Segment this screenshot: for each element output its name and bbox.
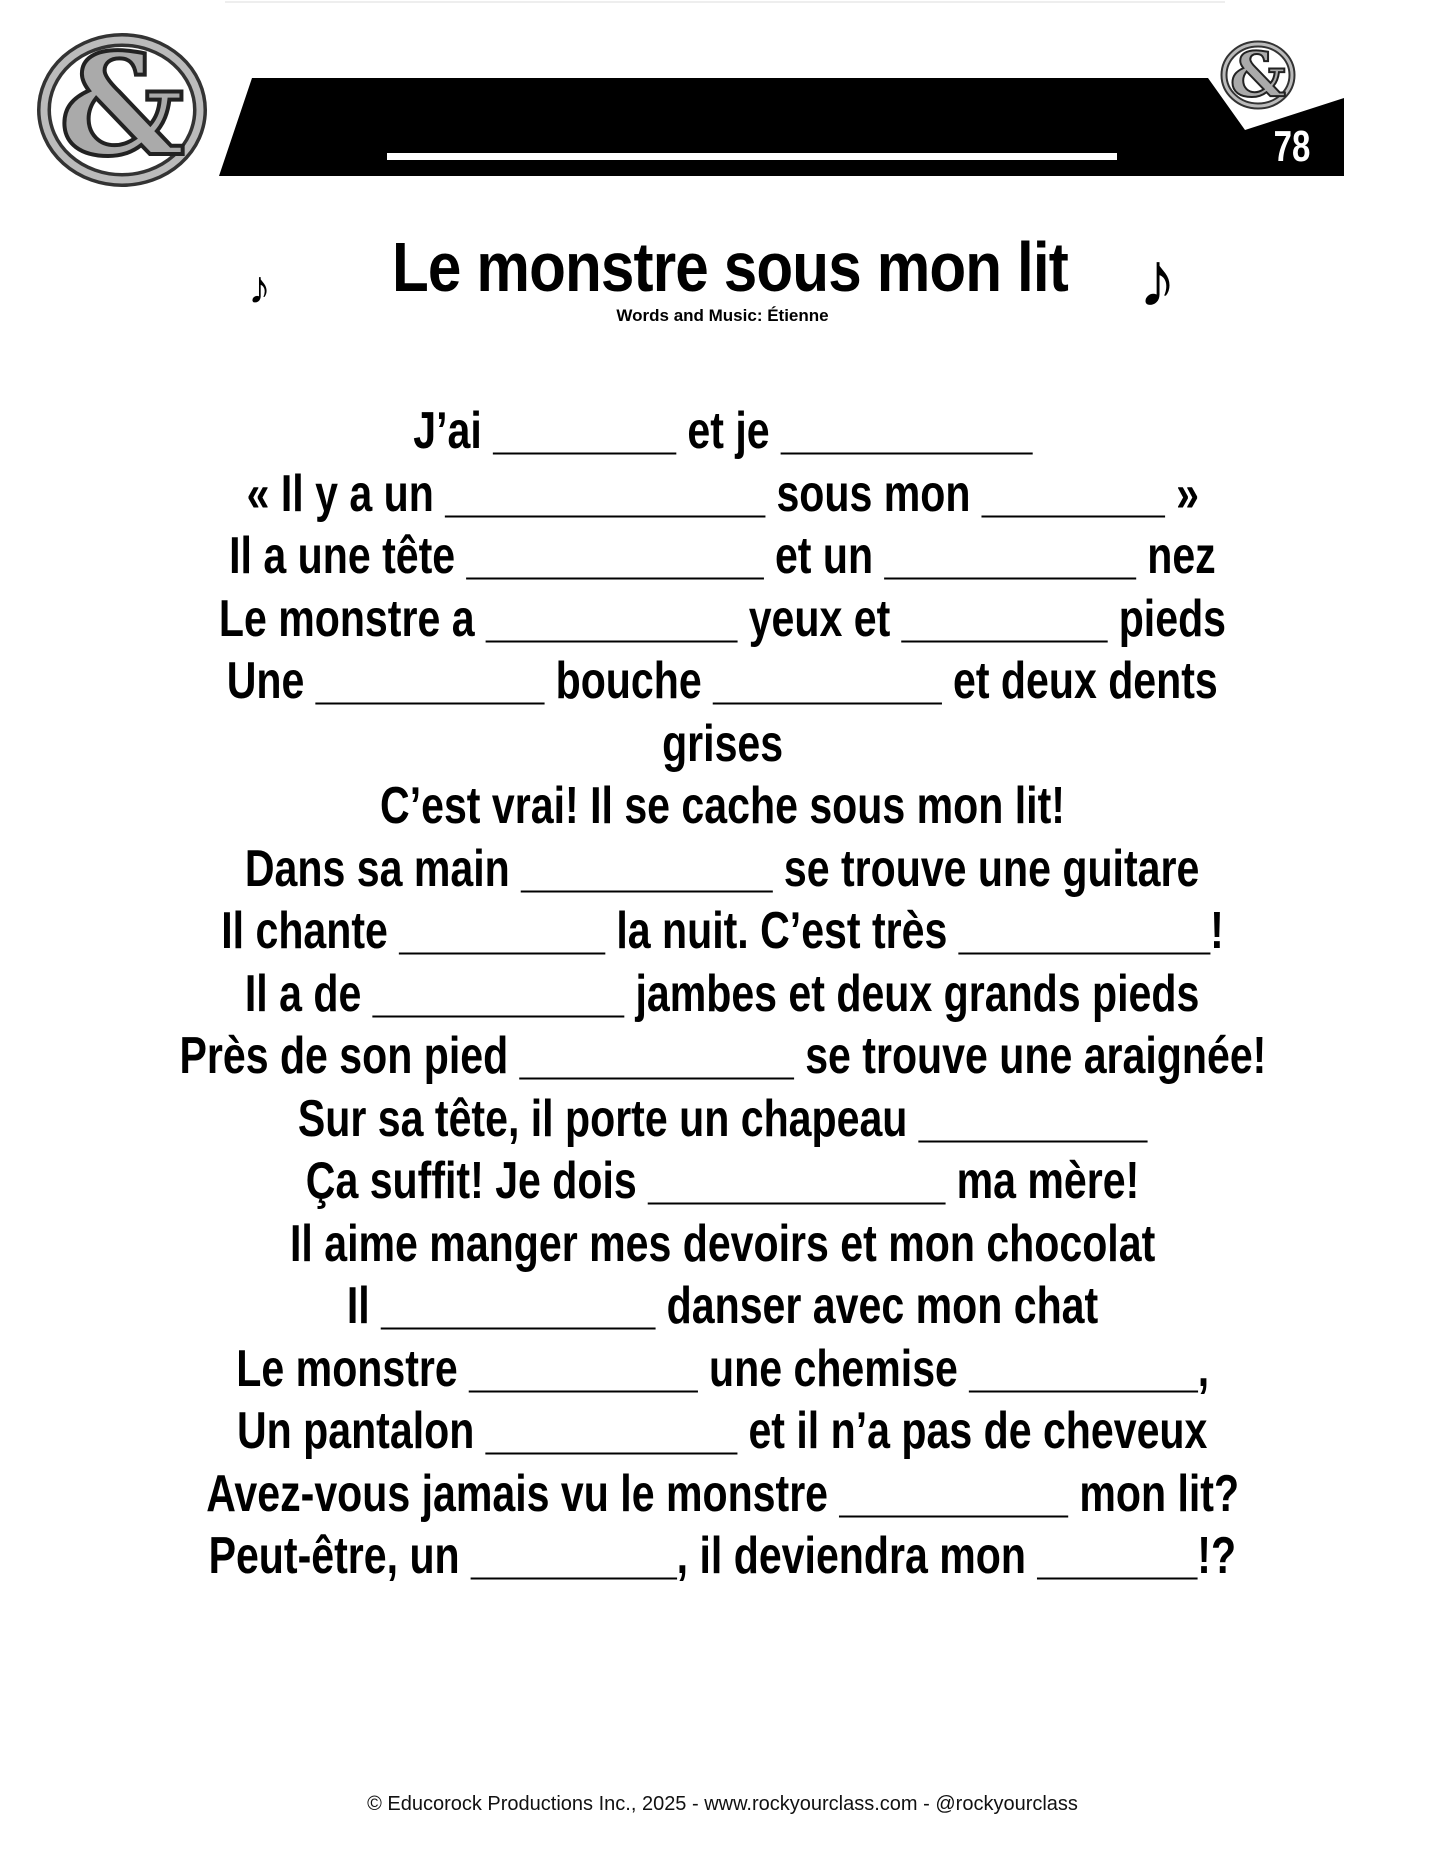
lyric-text: Il a de ___________ jambes et deux grands pieds: [245, 964, 1200, 1023]
svg-text:&: &: [1230, 38, 1286, 111]
music-note-icon: ♪: [248, 261, 271, 313]
lyric-line: [0, 650, 1445, 713]
lyric-line: [0, 1025, 1445, 1088]
lyric-line: [0, 463, 1445, 526]
name-line: [387, 153, 1117, 160]
lyric-line: [0, 713, 1445, 776]
lyric-text: Dans sa main ___________ se trouve une guitare: [245, 839, 1200, 898]
music-note-icon: ♪: [1138, 235, 1177, 323]
song-title: Le monstre sous mon lit: [392, 228, 1068, 306]
lyric-line: [0, 1400, 1445, 1463]
lyric-line: [0, 1213, 1445, 1276]
lyric-text: Le monstre a ___________ yeux et _________ pieds: [218, 589, 1227, 648]
lyric-text: Une __________ bouche __________ et deux dents: [226, 652, 1219, 710]
lyric-line: [0, 775, 1445, 838]
lyric-text: Il ____________ danser avec mon chat: [346, 1277, 1099, 1335]
lyric-line: [0, 400, 1445, 463]
lyric-text: Le monstre __________ une chemise __________,: [236, 1339, 1209, 1398]
banner-shape: [219, 78, 1344, 176]
footer-copyright: © Educorock Productions Inc., 2025 - www.rockyourclass.com - @rockyourclass: [367, 1793, 1078, 1815]
lyric-text: Il aime manger mes devoirs et mon chocolat: [289, 1214, 1156, 1273]
educorock-logo: [30, 24, 220, 190]
lyric-line: [0, 588, 1445, 651]
lyrics-worksheet: [0, 400, 1445, 1588]
lyric-text: Sur sa tête, il porte un chapeau __________: [297, 1089, 1148, 1148]
lyric-text: J’ai ________ et je ___________: [412, 402, 1033, 460]
lyric-text: grises: [661, 714, 784, 773]
lyric-text: C’est vrai! Il se cache sous mon lit!: [380, 777, 1065, 835]
lyric-line: [0, 900, 1445, 963]
lyric-text: Avez-vous jamais vu le monstre __________ mon lit?: [206, 1464, 1239, 1523]
lyric-line: [0, 1338, 1445, 1401]
lyric-text: Près de son pied ____________ se trouve une araignée!: [179, 1027, 1266, 1085]
page-number: 78: [1273, 122, 1311, 171]
lyric-line: [0, 1088, 1445, 1151]
lyric-text: Ça suffit! Je dois _____________ ma mère!: [305, 1152, 1140, 1210]
svg-text:&: &: [58, 24, 186, 188]
lyric-line: [0, 838, 1445, 901]
lyric-text: Il chante _________ la nuit. C’est très ___________!: [221, 902, 1224, 960]
song-credit: Words and Music: Étienne: [616, 306, 829, 325]
lyric-line: [0, 1525, 1445, 1588]
lyric-text: « Il y a un ______________ sous mon ________ »: [246, 464, 1199, 523]
lyric-line: [0, 1275, 1445, 1338]
lyric-text: Peut-être, un _________, il deviendra mon _______!?: [208, 1527, 1237, 1585]
lyric-line: [0, 1150, 1445, 1213]
lyric-line: [0, 525, 1445, 588]
lyric-text: Un pantalon ___________ et il n’a pas de cheveux: [237, 1402, 1208, 1460]
lyric-text: Il a une tête _____________ et un ___________ nez: [229, 527, 1216, 585]
educorock-logo-small: [1216, 38, 1300, 112]
lyric-line: [0, 963, 1445, 1026]
lyric-line: [0, 1463, 1445, 1526]
